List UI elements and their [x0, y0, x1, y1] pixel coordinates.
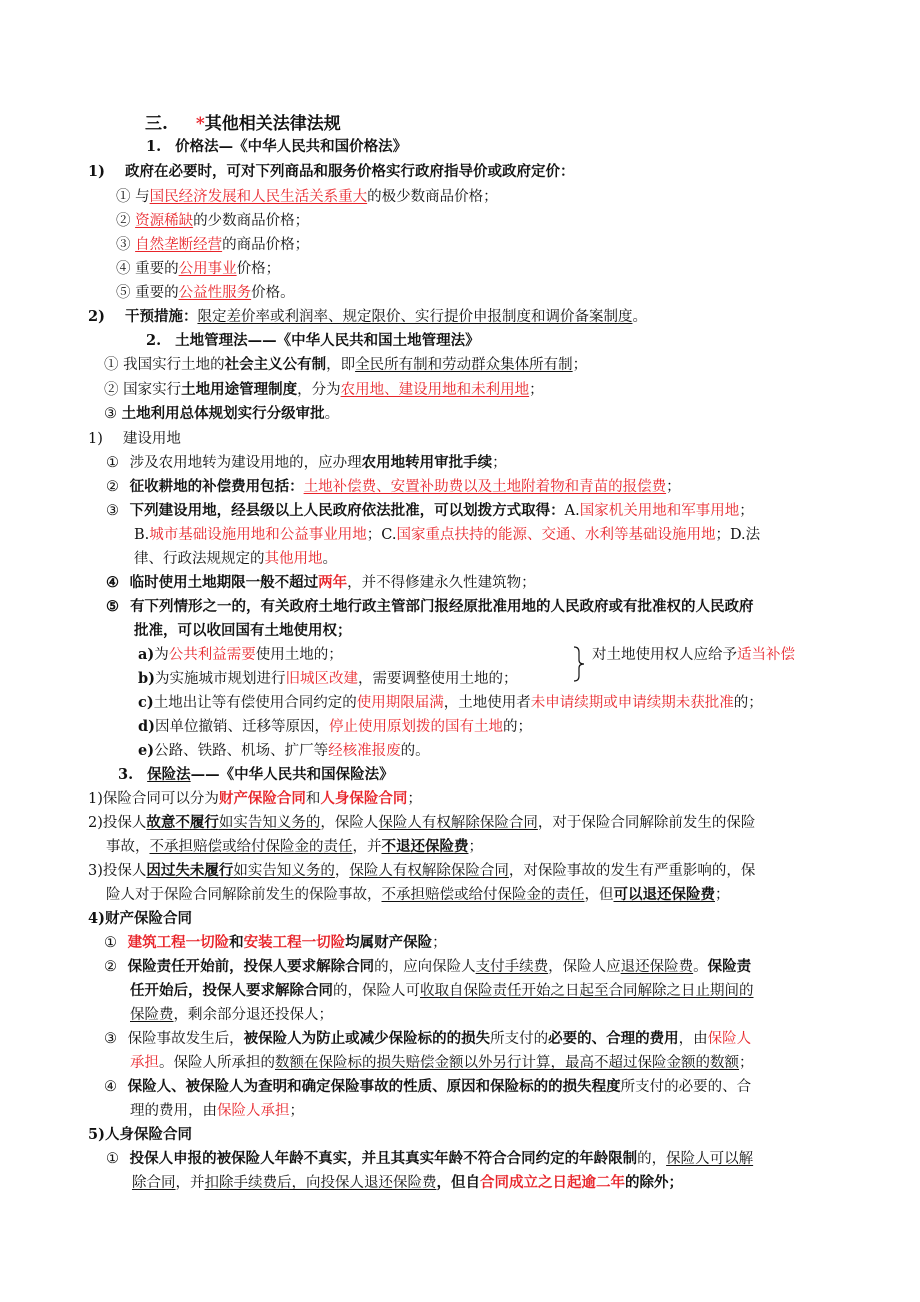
- insurance-p2-line2: 事故，不承担赔偿或给付保险金的责任，并不退还保险费；: [106, 838, 483, 855]
- price-item-2: ② 资源稀缺的少数商品价格；: [116, 213, 310, 229]
- property-item-4-line2: 理的费用，由保险人承担；: [130, 1103, 304, 1119]
- construction-item-3-line2: B.城市基础设施用地和公益事业用地；C.国家重点扶持的能源、交通、水利等基础设施用地；D.法: [134, 527, 761, 543]
- property-item-2-line1: ② 保险责任开始前，投保人要求解除合同的，应向保险人支付手续费，保险人应退还保险费。保险责: [104, 958, 752, 975]
- construction-item-2: ② 征收耕地的补偿费用包括：土地补偿费、安置补助费以及土地附着物和青苗的报偿费；: [106, 478, 681, 495]
- insurance-p3-line2: 险人对于保险合同解除前发生的保险事故，不承担赔偿或给付保险金的责任，但可以退还保险费；: [106, 886, 730, 903]
- land-item-1: ① 我国实行土地的社会主义公有制，即全民所有制和劳动群众集体所有制；: [104, 356, 588, 373]
- property-item-3-line1: ③ 保险事故发生后，被保险人为防止或减少保险标的的损失所支付的必要的、合理的费用，由保险人: [104, 1030, 752, 1047]
- property-item-2-line2: 任开始后，投保人要求解除合同的，保险人可收取自保险责任开始之日起至合同解除之日止期间的: [130, 982, 754, 999]
- land-item-2: ② 国家实行土地用途管理制度，分为农用地、建设用地和未利用地；: [104, 381, 544, 398]
- insurance-p2-line1: 2)投保人故意不履行如实告知义务的，保险人保险人有权解除保险合同，对于保险合同解除前发生的保险: [88, 814, 756, 831]
- construction-item-3-line1: ③ 下列建设用地，经县级以上人民政府依法批准，可以划拨方式取得：A.国家机关用地和军事用地；: [106, 502, 754, 519]
- price-item-5: ⑤ 重要的公益性服务价格。: [116, 285, 295, 301]
- insurance-law-title: 3. 保险法——《中华人民共和国保险法》: [118, 766, 394, 783]
- construction-item-5-line2: 批准，可以收回国有土地使用权；: [134, 622, 352, 639]
- land-sub-construction: 1) 建设用地: [88, 431, 181, 447]
- construction-item-5-line1: ⑤ 有下列情形之一的，有关政府土地行政主管部门报经原批准用地的人民政府或有批准权的人民政府: [106, 598, 754, 615]
- property-item-2-line3: 保险费，剩余部分退还投保人；: [130, 1007, 333, 1023]
- reclaim-case-b: b)为实施城市规划进行旧城区改建，需要调整使用土地的；: [138, 670, 518, 687]
- property-item-1: ① 建筑工程一切险和安装工程一切险均属财产保险；: [104, 934, 447, 951]
- land-item-3: ③ 土地利用总体规划实行分级审批。: [104, 405, 340, 422]
- land-law-title: 2. 土地管理法——《中华人民共和国土地管理法》: [146, 332, 480, 349]
- price-p1: 1) 政府在必要时，可对下列商品和服务价格实行政府指导价或政府定价：: [88, 163, 575, 180]
- construction-item-1: ① 涉及农用地转为建设用地的，应办理农用地转用审批手续；: [106, 454, 507, 471]
- reclaim-case-d: d)因单位撤销、迁移等原因，停止使用原划拨的国有土地的；: [138, 718, 532, 735]
- price-item-4: ④ 重要的公用事业价格；: [116, 261, 281, 277]
- construction-item-4: ④ 临时使用土地期限一般不超过两年，并不得修建永久性建筑物；: [106, 574, 536, 591]
- life-item-1-line2: 除合同，并扣除手续费后，向投保人退还保险费，但自合同成立之日起逾二年的除外；: [132, 1174, 683, 1191]
- insurance-p3-line1: 3)投保人因过失未履行如实告知义务的，保险人有权解除保险合同，对保险事故的发生有严重影响的，保: [88, 862, 756, 879]
- insurance-p4: 4)财产保险合同: [88, 910, 192, 927]
- property-item-3-line2: 承担。保险人所承担的数额在保险标的损失赔偿金额以外另行计算，最高不超过保险金额的数额；: [130, 1055, 754, 1071]
- construction-item-3-line3: 律、行政法规规定的其他用地。: [134, 551, 337, 567]
- reclaim-case-e: e)公路、铁路、机场、扩厂等经核准报废的。: [138, 742, 430, 759]
- price-law-title: 1. 价格法—《中华人民共和国价格法》: [146, 138, 408, 155]
- brace-note: 对土地使用权人应给予适当补偿: [592, 647, 795, 663]
- life-item-1-line1: ① 投保人申报的被保险人年龄不真实，并且其真实年龄不符合合同约定的年龄限制的，保险人可以解: [106, 1150, 754, 1167]
- property-item-4-line1: ④ 保险人、被保险人为查明和确定保险事故的性质、原因和保险标的的损失程度所支付的必要的、合: [104, 1078, 752, 1095]
- price-item-1: ① 与国民经济发展和人民生活关系重大的极少数商品价格；: [116, 189, 498, 205]
- reclaim-case-a: a)为公共利益需要使用土地的；: [138, 646, 343, 663]
- price-p2: 2) 干预措施：限定差价率或利润率、规定限价、实行提价申报制度和调价备案制度。: [88, 308, 647, 325]
- brace-icon: [572, 646, 586, 682]
- reclaim-case-c: c)土地出让等有偿使用合同约定的使用期限届满，土地使用者未申请续期或申请续期未获批准的；: [138, 694, 763, 711]
- insurance-p5: 5)人身保险合同: [88, 1126, 192, 1143]
- price-item-3: ③ 自然垄断经营的商品价格；: [116, 237, 310, 253]
- insurance-p1: 1)保险合同可以分为财产保险合同和人身保险合同；: [88, 790, 422, 807]
- section-title: 三. *其他相关法律法规: [145, 114, 341, 134]
